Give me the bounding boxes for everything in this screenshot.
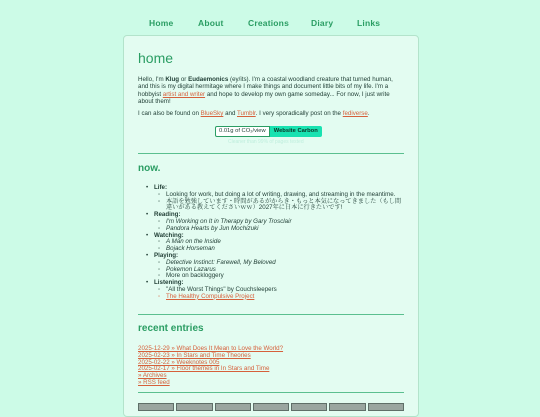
intro-text: (ey/its). I'm a coastal woodland creature that turned human, and this is my digital hermitage where I make things and document little bits of my life. I'm a hobbyist <box>138 76 393 98</box>
list-item <box>166 226 404 233</box>
now-section-listening <box>146 280 404 300</box>
name-klug: Klug <box>165 76 180 83</box>
intro-text: Hello, I'm <box>138 76 164 83</box>
artist-writer-link[interactable]: artist and writer <box>162 90 206 98</box>
content-panel <box>123 35 419 417</box>
thumbnail[interactable] <box>368 403 404 411</box>
thumbnail[interactable] <box>138 403 174 411</box>
divider <box>138 392 404 393</box>
now-heading: now. <box>138 163 161 174</box>
recent-entry-link[interactable]: 2025-02-22 » Weeknotes 005 <box>138 358 220 366</box>
thumbnail[interactable] <box>215 403 251 411</box>
recent-entry-link[interactable]: 2025-12-29 » What Does It Mean to Love the World? <box>138 345 284 352</box>
nav-creations-link[interactable]: Creations <box>248 18 290 28</box>
intro-or: or <box>180 76 187 83</box>
thumbnail[interactable] <box>176 403 212 411</box>
nav-about-link[interactable]: About <box>198 18 224 28</box>
divider <box>138 153 404 154</box>
section-label: Watching: <box>154 231 184 239</box>
game-title: Pokemon Lazarus <box>166 265 216 273</box>
now-list <box>146 185 404 301</box>
archives-link[interactable]: » Archives <box>138 372 167 380</box>
social-paragraph <box>138 110 404 117</box>
now-section-playing <box>146 253 404 280</box>
section-label: Playing: <box>154 251 179 259</box>
nav-links-link[interactable]: Links <box>357 18 381 28</box>
social-text: . I very sporadically post on the <box>255 110 341 117</box>
section-label: Reading: <box>154 211 181 219</box>
top-nav <box>0 18 540 36</box>
social-text: and <box>225 110 236 117</box>
show-title: A Man on the Inside <box>166 238 221 246</box>
name-eudaemonics: Eudaemonics <box>188 76 229 83</box>
divider <box>138 314 404 315</box>
game-title: Detective Instinct: Farewell, My Beloved <box>166 258 276 266</box>
list-item: ◦ 本語を勉強しています・時間があるがからき・もっと本気になってきました（もし間違いがある教えてくださいｗｗ）2027年に日本に行きたいです! <box>166 199 404 213</box>
fediverse-link[interactable]: fediverse <box>342 110 368 117</box>
thumbnail[interactable] <box>253 403 289 411</box>
now-section-life <box>146 185 404 212</box>
carbon-value: 0.01g of CO₂/view <box>215 126 270 137</box>
nav-home-link[interactable]: Home <box>149 18 174 28</box>
page-title: home <box>138 50 174 66</box>
nav-diary-link[interactable]: Diary <box>311 18 334 28</box>
website-carbon-badge[interactable] <box>215 126 322 137</box>
list-item[interactable]: ◦ "All the Worst Things" by Couchsleepers <box>166 287 404 294</box>
book-title: Pandora Hearts by Jun Mochizuki <box>166 224 259 232</box>
recent-entry-link[interactable]: 2025-02-17 » Floor themes in In Stars and Time <box>138 365 270 373</box>
social-text: . <box>367 110 370 117</box>
show-title: Bojack Horseman <box>166 245 215 253</box>
book-title: I'm Working on It in Therapy by Gary Trosclair <box>166 217 292 225</box>
carbon-label: Website Carbon <box>270 126 322 137</box>
intro-paragraph <box>138 76 404 106</box>
list-item[interactable]: ◦ The Healthy Compulsive Project <box>166 294 404 301</box>
recent-entries-list <box>138 346 404 387</box>
thumbnail-strip <box>138 403 404 411</box>
list-item: ◦ Looking for work, but doing a lot of writing, drawing, and streaming in the meantime. <box>166 192 404 199</box>
social-text: I can also be found on <box>138 110 199 117</box>
recent-entries-heading: recent entries <box>138 323 204 334</box>
list-item <box>166 246 404 253</box>
list-item[interactable]: ◦ More on backloggery <box>166 273 404 280</box>
tumblr-link[interactable]: Tumblr <box>237 110 256 117</box>
section-label: Listening: <box>154 279 184 287</box>
rss-feed-link[interactable]: » RSS feed <box>138 378 170 386</box>
section-label: Life: <box>154 184 168 191</box>
carbon-subtext: Cleaner than 99% of pages tested <box>228 139 304 145</box>
bluesky-link[interactable]: BlueSky <box>200 110 224 117</box>
now-section-reading <box>146 212 404 232</box>
thumbnail[interactable] <box>291 403 327 411</box>
recent-entry-link[interactable]: 2025-02-23 » In Stars and Time Theories <box>138 351 251 359</box>
intro-text: and hope to develop my own game someday... For now, I just write about them! <box>138 90 390 106</box>
thumbnail[interactable] <box>329 403 365 411</box>
now-section-watching <box>146 233 404 253</box>
